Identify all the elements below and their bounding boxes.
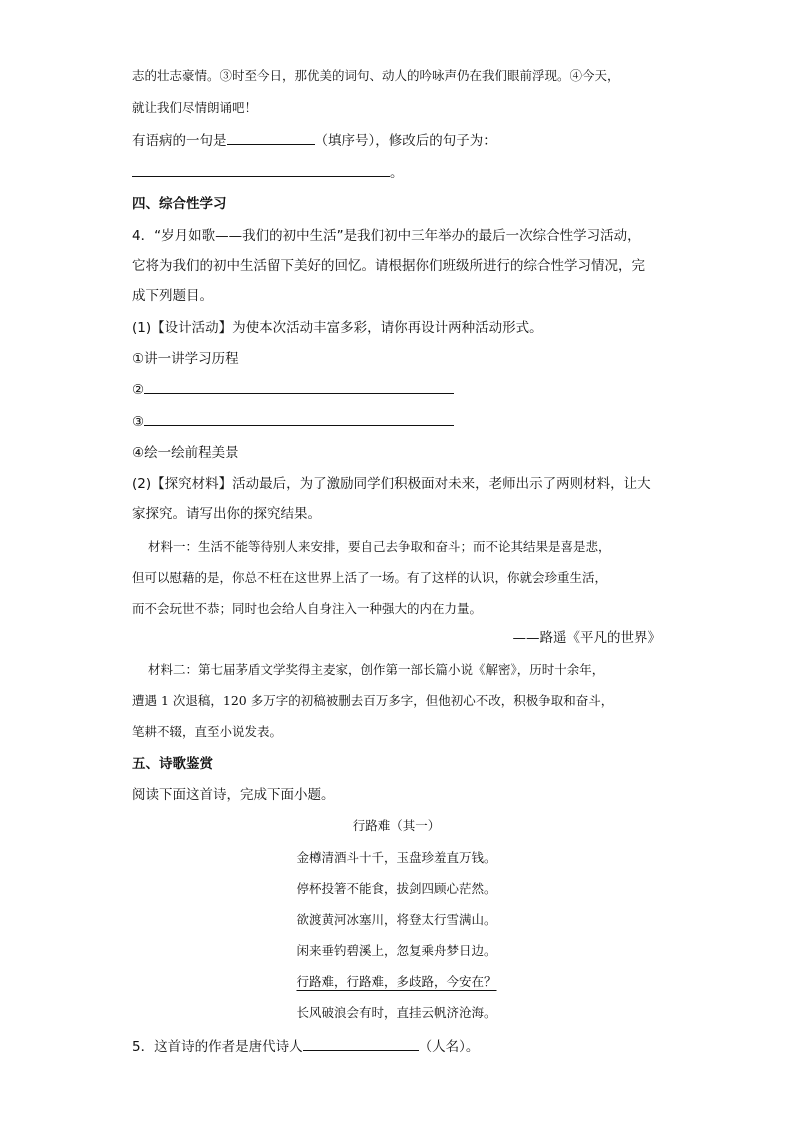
poem-line-3: 欲渡黄河冰塞川，将登太行雪满山。	[296, 912, 497, 927]
poem-line-5-text: 行路难，行路难，多歧路，今安在？	[296, 974, 497, 989]
q4-item-4: ④绘一绘前程美景	[132, 445, 239, 461]
q4-sub2-line-1: (2)【探究材料】活动最后，为了激励同学们积极面对未来，老师出示了两则材料，让大	[132, 476, 651, 492]
q3-answer-blank-revision[interactable]	[132, 162, 390, 177]
q5-answer-blank[interactable]	[303, 1036, 419, 1051]
material-2-line-3: 笔耕不辍，直至小说发表。	[132, 724, 283, 739]
q4-stem-line-1: 4．“岁月如歌——我们的初中生活”是我们初中三年举办的最后一次综合性学习活动，	[132, 228, 641, 244]
q3-text-line-2: 就让我们尽情朗诵吧！	[132, 100, 258, 115]
q5-question	[132, 1036, 479, 1057]
q4-item-2-number: ②	[132, 382, 145, 398]
material-2-line-2: 遭遇 1 次退稿，120 多万字的初稿被删去百万多字，但他初心不改，积极争取和奋斗，	[132, 693, 614, 708]
q4-item-3-number: ③	[132, 414, 145, 430]
q4-sub2-line-2: 家探究。请写出你的探究结果。	[132, 506, 321, 522]
q3-ask-suffix: （填序号），修改后的句子为：	[314, 133, 497, 149]
material-2-line-1: 材料二：第七届茅盾文学奖得主麦家，创作第一部长篇小说《解密》，历时十余年，	[148, 662, 605, 677]
section-5-heading: 五、诗歌鉴赏	[132, 756, 213, 772]
poem-line-4: 闲来垂钓碧溪上，忽复乘舟梦日边。	[296, 943, 497, 958]
q3-ask-prefix: 有语病的一句是	[132, 133, 227, 149]
q4-sub1: (1)【设计活动】为使本次活动丰富多彩，请你再设计两种活动形式。	[132, 320, 543, 336]
poem-line-2: 停杯投箸不能食，拔剑四顾心茫然。	[296, 881, 497, 896]
material-1-line-1: 材料一：生活不能等待别人来安排，要自己去争取和奋斗；而不论其结果是喜是悲，	[148, 539, 611, 554]
q4-item-2	[132, 379, 454, 400]
material-1-source: ——路遥《平凡的世界》	[512, 630, 661, 646]
q3-question	[132, 130, 497, 151]
poem-line-6: 长风破浪会有时，直挂云帆济沧海。	[296, 1005, 497, 1020]
q3-end-mark: 。	[390, 165, 404, 181]
poem-title: 行路难（其一）	[352, 818, 441, 833]
section-5-intro: 阅读下面这首诗，完成下面小题。	[132, 787, 335, 803]
material-1-line-3: 而不会玩世不恭；同时也会给人自身注入一种强大的内在力量。	[132, 601, 483, 616]
poem-line-5	[0, 972, 793, 992]
q4-item-3-blank[interactable]	[144, 411, 454, 426]
q4-item-3	[132, 411, 454, 432]
material-1-line-2: 但可以慰藉的是，你总不枉在这世界上活了一场。有了这样的认识，你就会珍重生活，	[132, 570, 608, 585]
q3-text-line-1: 志的壮志豪情。③时至今日，那优美的词句、动人的吟咏声仍在我们眼前浮现。④今天，	[132, 68, 620, 83]
q4-stem-line-3: 成下列题目。	[132, 288, 213, 304]
q4-item-2-blank[interactable]	[144, 379, 454, 394]
section-4-heading: 四、综合性学习	[132, 196, 227, 212]
q4-stem-line-2: 它将为我们的初中生活留下美好的回忆。请根据你们班级所进行的综合性学习情况，完	[132, 258, 645, 274]
q5-prefix: 5．这首诗的作者是唐代诗人	[132, 1039, 303, 1055]
q3-answer-blank-number[interactable]	[227, 130, 315, 145]
q3-revision-line	[132, 162, 404, 183]
q4-item-1: ①讲一讲学习历程	[132, 351, 239, 367]
q5-suffix: （人名）。	[418, 1039, 480, 1055]
poem-line-1: 金樽清酒斗十千，玉盘珍羞直万钱。	[296, 850, 497, 865]
